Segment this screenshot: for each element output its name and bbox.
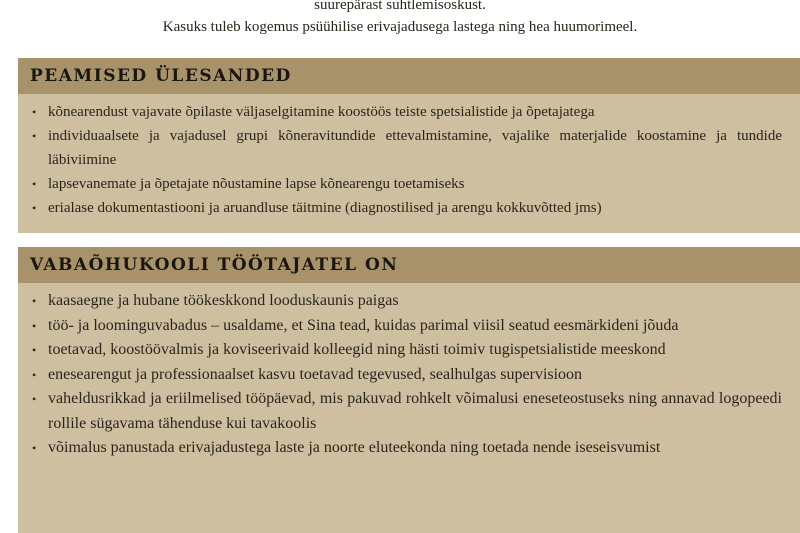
main-tasks-section	[18, 58, 800, 233]
main-tasks-title: PEAMISED ÜLESANDED	[30, 66, 292, 86]
main-tasks-list	[18, 94, 800, 228]
list-item: • kõnearendust vajavate õpilaste väljaselgitamine koostöös teiste spetsialistide ja õpetajatega	[32, 100, 782, 124]
intro-line-1: suurepärast suhtlemisoskust.	[314, 0, 486, 13]
list-item: • kaasaegne ja hubane töökeskkond looduskaunis paigas	[32, 289, 782, 314]
list-item: • töö- ja loominguvabadus – usaldame, et Sina tead, kuidas parimal viisil seatud eesmärkideni jõuda	[32, 314, 782, 339]
benefits-title: VABAÕHUKOOLI TÖÖTAJATEL ON	[30, 255, 399, 275]
benefits-list	[18, 283, 800, 469]
benefits-section	[18, 247, 800, 533]
list-item: • vaheldusrikkad ja eriilmelised tööpäevad, mis pakuvad rohkelt võimalusi eneseteostuseks ning annavad logopeedi rollile sügavama tähenduse kui tavakoolis	[32, 387, 782, 436]
list-item: • erialase dokumentastiooni ja aruandluse täitmine (diagnostilised ja arengu kokkuvõtted jms)	[32, 196, 782, 220]
intro-text	[0, 0, 800, 38]
list-item: • võimalus panustada erivajadustega laste ja noorte eluteekonda ning toetada nende iseseisvumist	[32, 436, 782, 461]
main-tasks-header	[18, 58, 800, 94]
list-item: • lapsevanemate ja õpetajate nõustamine lapse kõnearengu toetamiseks	[32, 172, 782, 196]
intro-line-2: Kasuks tuleb kogemus psüühilise erivajadusega lastega ning hea huumorimeel.	[162, 19, 638, 35]
benefits-header	[18, 247, 800, 283]
list-item: • enesearengut ja professionaalset kasvu toetavad tegevused, sealhulgas supervisioon	[32, 363, 782, 388]
list-item: • toetavad, koostöövalmis ja koviseerivaid kolleegid ning hästi toimiv tugispetsialistide meeskond	[32, 338, 782, 363]
list-item: • individuaalsete ja vajadusel grupi kõneravitundide ettevalmistamine, vajalike materjalide koostamine ja tundide läbiviimine	[32, 124, 782, 172]
